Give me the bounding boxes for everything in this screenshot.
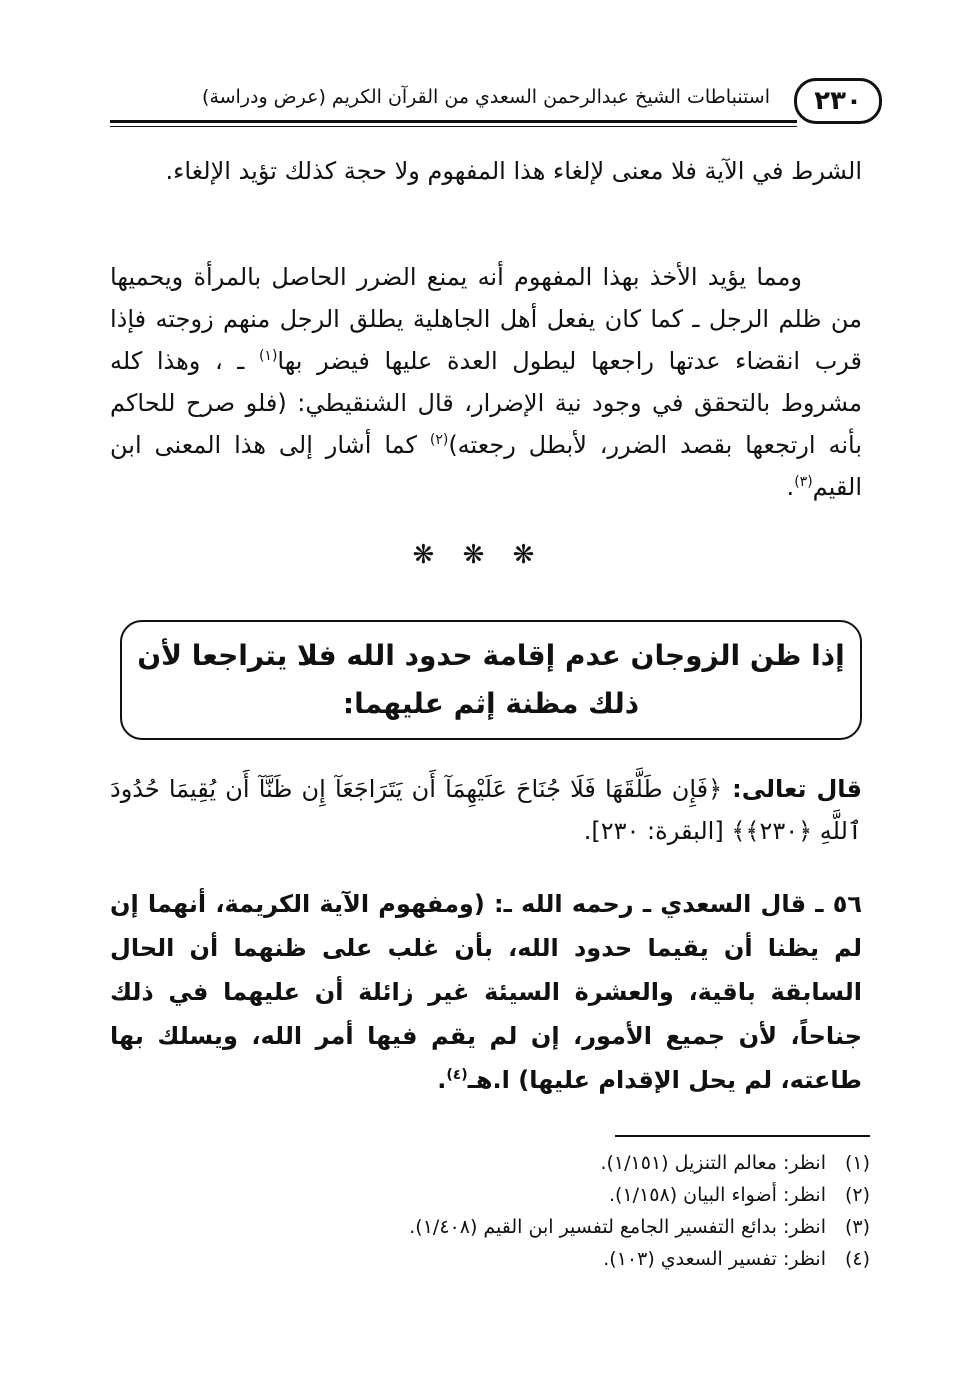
footnote-number: (١) <box>844 1152 870 1174</box>
quote-text: ٥٦ ـ قال السعدي ـ رحمه الله ـ: (ومفهوم الآية الكريمة، أنهما إن لم يظنا أن يقيما حدود الله، بأن غلب على ظنهما أن الحال السابقة باقية، والعشرة السيئة غير زائلة أن عليهما في ذلك جناحاً، لأن جميع الأمور، إن لم يقم فيها أمر الله، ويسلك بها طاعته، لم يحل الإقدام عليها) ا.هـ <box>110 890 862 1094</box>
page-number-badge <box>794 78 882 124</box>
footnote <box>70 1214 870 1240</box>
header-rule-thick <box>110 120 797 123</box>
footnote-number: (٤) <box>844 1248 870 1270</box>
footnote-text: انظر: معالم التنزيل (١/١٥١). <box>600 1152 826 1174</box>
section-heading: إذا ظن الزوجان عدم إقامة حدود الله فلا يتراجعا لأن ذلك مظنة إثم عليهما: <box>137 639 845 720</box>
footnote-text: انظر: تفسير السعدي (١٠٣). <box>603 1248 826 1270</box>
footnote-text: انظر: أضواء البيان (١/١٥٨). <box>609 1184 826 1206</box>
paragraph-support <box>110 256 862 508</box>
verse-citation: [البقرة: ٢٣٠]. <box>583 817 732 845</box>
paragraph-text: ومما يؤيد الأخذ بهذا المفهوم أنه يمنع الضرر الحاصل بالمرأة ويحميها من ظلم الرجل ـ كما كان يفعل أهل الجاهلية يطلق الرجل منهم زوجته فإذا قرب انقضاء عدتها راجعها ليطول العدة عليها فيضر بها <box>110 263 862 375</box>
saadi-quote <box>110 882 862 1102</box>
footnote-rule <box>615 1135 870 1137</box>
quote-end: . <box>437 1066 447 1094</box>
section-separator: ❋ ❋ ❋ <box>412 540 545 570</box>
verse-lead: قال تعالى: <box>722 775 862 803</box>
footnote-ref: (٢) <box>429 432 449 448</box>
footnote-text: انظر: بدائع التفسير الجامع لتفسير ابن القيم (١/٤٠٨). <box>409 1216 826 1238</box>
header-rule-thin <box>110 126 797 127</box>
verse-paragraph <box>110 768 862 852</box>
footnote <box>70 1182 870 1208</box>
paragraph-text: كما أشار إلى هذا المعنى ابن القيم <box>110 431 862 501</box>
footnote-ref: (٤) <box>446 1067 468 1083</box>
footnote-number: (٣) <box>844 1216 870 1238</box>
footnote-ref: (١) <box>258 348 278 364</box>
footnote-number: (٢) <box>844 1184 870 1206</box>
paragraph-text: ـ ، وهذا كله مشروط بالتحقق في وجود نية الإضرار، قال الشنقيطي: (فلو صرح للحاكم بأنه ارتجعها بقصد الضرر، لأبطل رجعته) <box>110 347 862 459</box>
page-number: ٢٣٠ <box>814 86 862 116</box>
paragraph-text: . <box>786 473 795 501</box>
paragraph-continuation: الشرط في الآية فلا معنى لإلغاء هذا المفهوم ولا حجة كذلك تؤيد الإلغاء. <box>165 157 862 185</box>
running-title: استنباطات الشيخ عبدالرحمن السعدي من القرآن الكريم (عرض ودراسة) <box>202 86 770 108</box>
footnote <box>70 1246 870 1272</box>
verse-text: ﴿فَإِن طَلَّقَهَا فَلَا جُنَاحَ عَلَيْهِمَآ أَن يَتَرَاجَعَآ إِن ظَنَّآ أَن يُقِيمَا حُدُودَ ٱللَّهِ ﴿٢٣٠﴾﴾ <box>110 775 862 845</box>
footnote-ref: (٣) <box>794 474 813 490</box>
footnote <box>70 1150 870 1176</box>
